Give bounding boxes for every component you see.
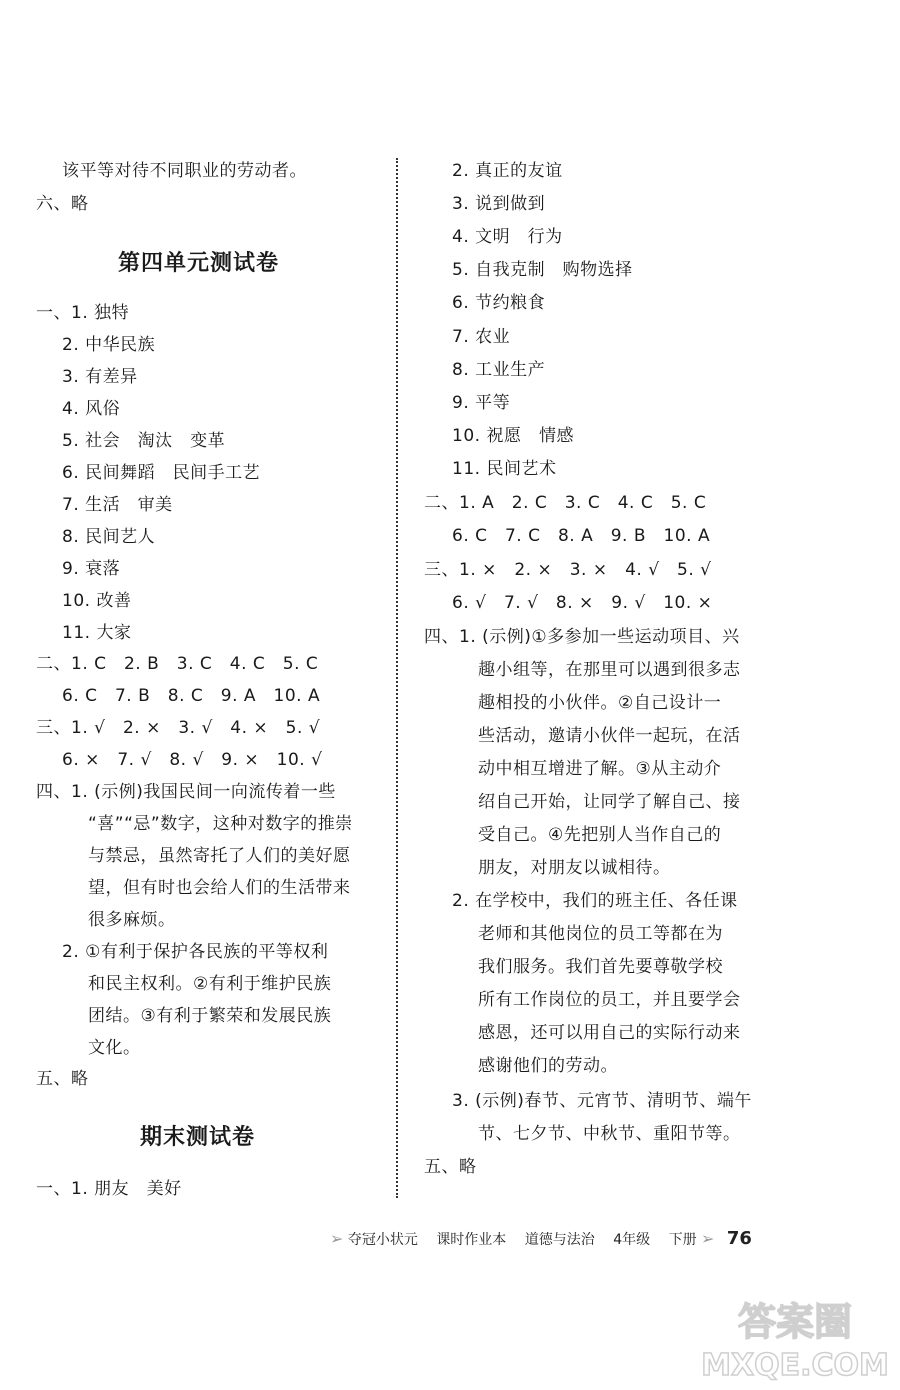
answer-line: 10. 祝愿 情感 [452,426,574,446]
answer-line: 10. 改善 [62,591,132,611]
answer-line: 四、1. (示例)我国民间一向流传着一些 [36,782,336,802]
answer-line: 6. × 7. √ 8. √ 9. × 10. √ [62,750,323,770]
answer-line: 团结。③有利于繁荣和发展民族 [88,1006,332,1026]
answer-line: 6. 节约粮食 [452,293,546,313]
answer-line: 4. 风俗 [62,399,121,419]
answer-line: 7. 农业 [452,327,511,347]
answer-line: 受自己。④先把别人当作自己的 [478,825,722,845]
column-divider [396,158,398,1198]
answer-line: 该平等对待不同职业的劳动者。 [62,161,307,181]
answer-line: 二、1. A 2. C 3. C 4. C 5. C [424,493,707,513]
answer-line: 和民主权利。②有利于维护民族 [88,974,332,994]
footer-book: 课时作业本 [436,1232,507,1248]
answer-line: 节、七夕节、中秋节、重阳节等。 [478,1124,741,1144]
answer-line: 五、略 [424,1157,477,1177]
answer-line: 2. 真正的友谊 [452,161,563,181]
answer-line: 9. 平等 [452,393,511,413]
answer-line: 三、1. × 2. × 3. × 4. √ 5. √ [424,560,712,580]
answer-line: 感谢他们的劳动。 [478,1056,618,1076]
page-number: 76 [726,1228,752,1249]
answer-line: 3. (示例)春节、元宵节、清明节、端午 [452,1091,752,1111]
answer-line: 4. 文明 行为 [452,227,563,247]
answer-line: 与禁忌，虽然寄托了人们的美好愿 [88,846,351,866]
answer-line: 8. 民间艺人 [62,527,156,547]
answer-line: 二、1. C 2. B 3. C 4. C 5. C [36,654,319,674]
answer-line: 11. 民间艺术 [452,459,557,479]
page-footer [330,1228,752,1249]
footer-arrow-icon: ➢ [701,1229,715,1248]
answer-line: 感恩，还可以用自己的实际行动来 [478,1023,741,1043]
answer-line: 老师和其他岗位的员工等都在为 [478,924,723,944]
answer-line: 些活动，邀请小伙伴一起玩，在活 [478,726,741,746]
answer-line: 7. 生活 审美 [62,495,173,515]
footer-grade: 4年级 [613,1232,651,1248]
answer-line: 绍自己开始，让同学了解自己、接 [478,792,741,812]
answer-line: 六、略 [36,194,89,214]
answer-line: 9. 衰落 [62,559,121,579]
answer-line: 6. 民间舞蹈 民间手工艺 [62,463,261,483]
answer-line: 5. 社会 淘汰 变革 [62,431,226,451]
answer-line: “喜”“忌”数字，这种对数字的推崇 [88,814,353,834]
answer-line: 11. 大家 [62,623,132,643]
answer-line: 四、1. (示例)①多参加一些运动项目、兴 [424,627,740,647]
answer-line: 5. 自我克制 购物选择 [452,260,633,280]
answer-line: 6. C 7. C 8. A 9. B 10. A [452,526,711,546]
footer-subject: 道德与法治 [524,1232,595,1248]
answer-line: 2. 中华民族 [62,335,156,355]
answer-line: 趣相投的小伙伴。②自己设计一 [478,693,722,713]
footer-volume: 下册 [668,1232,697,1248]
answer-line: 所有工作岗位的员工，并且要学会 [478,990,741,1010]
section-title: 期末测试卷 [140,1124,256,1150]
answer-line: 一、1. 独特 [36,303,130,323]
answer-line: 2. ①有利于保护各民族的平等权利 [62,942,329,962]
answer-line: 我们服务。我们首先要尊敬学校 [478,957,723,977]
watermark-logo [700,1290,890,1385]
answer-line: 很多麻烦。 [88,910,176,930]
answer-line: 望，但有时也会给人们的生活带来 [88,878,351,898]
answer-line: 文化。 [88,1038,141,1058]
answer-line: 6. √ 7. √ 8. × 9. √ 10. × [452,593,713,613]
answer-line: 一、1. 朋友 美好 [36,1179,182,1199]
answer-line: 动中相互增进了解。③从主动介 [478,759,722,779]
answer-line: 8. 工业生产 [452,360,546,380]
answer-line: 五、略 [36,1069,89,1089]
section-title: 第四单元测试卷 [118,250,280,276]
footer-brand: 夺冠小状元 [347,1232,418,1248]
watermark-url: MXQE.COM [701,1348,889,1383]
watermark-text: 答案圈 [737,1300,853,1344]
answer-line: 2. 在学校中，我们的班主任、各任课 [452,891,738,911]
answer-line: 3. 说到做到 [452,194,546,214]
answer-line: 朋友，对朋友以诚相待。 [478,858,671,878]
answer-line: 三、1. √ 2. × 3. √ 4. × 5. √ [36,718,321,738]
footer-arrow-icon: ➢ [330,1229,344,1248]
answer-line: 3. 有差异 [62,367,138,387]
answer-line: 6. C 7. B 8. C 9. A 10. A [62,686,321,706]
answer-line: 趣小组等，在那里可以遇到很多志 [478,660,741,680]
